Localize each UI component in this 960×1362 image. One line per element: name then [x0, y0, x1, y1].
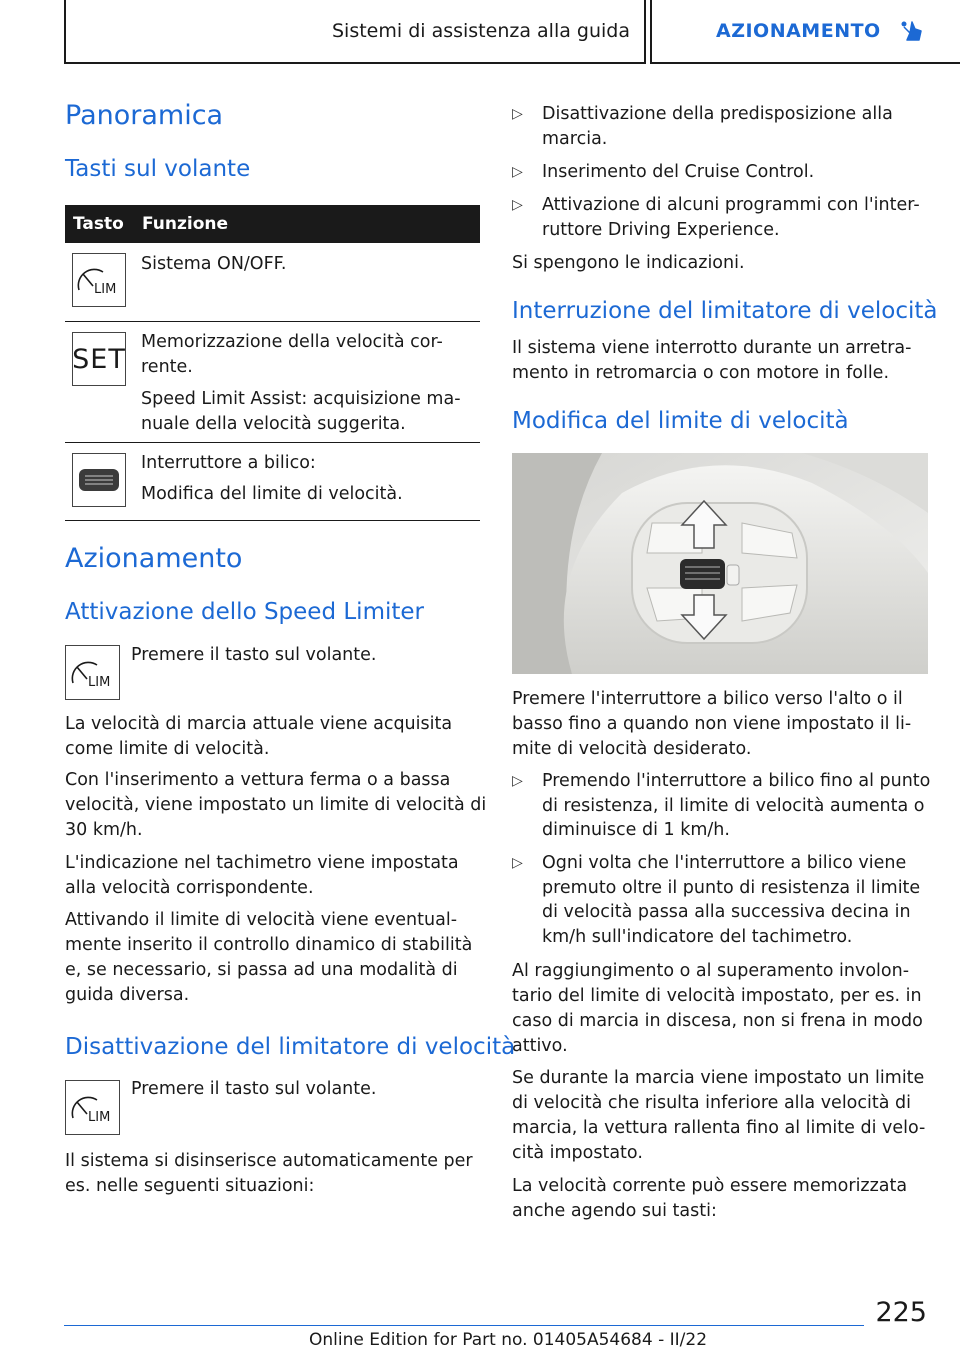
bullet-text: Premendo l'interruttore a bilico fino al punto di resistenza, il limite di velocità aumenta o diminuisce di 1 km/h.: [542, 771, 931, 840]
para-2-line3: 30 km/h.: [65, 820, 143, 840]
lim-button-icon: [65, 1080, 120, 1135]
para-change-line3: mite di velocità desiderato.: [512, 739, 752, 759]
heading-interruption: Interruzione del limitatore di velocità: [512, 298, 938, 324]
footer-edition: Online Edition for Part no. 01405A54684 - II/22: [309, 1330, 708, 1350]
para-lower-line1: Se durante la marcia viene impostato un limite: [512, 1068, 925, 1088]
set-button-icon: [72, 332, 126, 386]
heading-overview: Panoramica: [65, 100, 224, 131]
heading-change: Modifica del limite di velocità: [512, 408, 849, 434]
para-store-line1: La velocità corrente può essere memorizzata: [512, 1176, 908, 1196]
header-chapter: [650, 0, 960, 64]
row2-line2: rente.: [141, 357, 193, 377]
para-4-line3: e, se necessario, si passa ad una modalità di: [65, 960, 458, 980]
page-number: 225: [875, 1297, 927, 1328]
para-reach-line3: caso di marcia in discesa, non si frena in modo: [512, 1011, 923, 1031]
col-function: Funzione: [142, 214, 229, 234]
footer-rule: [64, 1325, 864, 1326]
col-key: Tasto: [73, 214, 124, 234]
para-lower-line3: marcia, la vettura rallenta fino al limite di velo-: [512, 1118, 926, 1138]
para-5-line2: es. nelle seguenti situazioni:: [65, 1176, 315, 1196]
table-divider: [65, 321, 480, 322]
row3-line2: Modifica del limite di velocità.: [141, 484, 403, 504]
row2-line4: nuale della velocità suggerita.: [141, 414, 406, 434]
para-change-line2: basso fino a quando non viene impostato il li-: [512, 714, 912, 734]
bullet-triangle-icon: ▷: [512, 773, 523, 789]
para-change-line1: Premere l'interruttore a bilico verso l'alto o il: [512, 689, 903, 709]
header-section-title: [64, 0, 646, 64]
rocker-switch-icon: [72, 453, 126, 507]
para-4-line2: mente inserito il controllo dinamico di stabilità: [65, 935, 473, 955]
para-reach-line1: Al raggiungimento o al superamento involon-: [512, 961, 910, 981]
chapter-title: AZIONAMENTO: [716, 20, 881, 42]
lim-button-icon: [72, 253, 126, 307]
para-2-line2: velocità, viene impostato un limite di velocità di: [65, 795, 487, 815]
row1-line1: Sistema ON/OFF.: [141, 254, 287, 274]
heading-operation: Azionamento: [65, 543, 243, 574]
para-2-line1: Con l'inserimento a vettura ferma o a bassa: [65, 770, 451, 790]
steering-hand-icon: [899, 18, 925, 44]
para-1-line1: La velocità di marcia attuale viene acquisita: [65, 714, 453, 734]
para-store-line2: anche agendo sui tasti:: [512, 1201, 717, 1221]
bullet-text: Attivazione di alcuni programmi con l'inter- ruttore Driving Experience.: [542, 195, 920, 240]
lim-label: LIM: [87, 1109, 110, 1125]
table-bottom-rule: [65, 520, 480, 521]
heading-activation: Attivazione dello Speed Limiter: [65, 599, 424, 625]
row3-line1: Interruttore a bilico:: [141, 453, 316, 473]
bullet-text: Ogni volta che l'interruttore a bilico viene premuto oltre il punto di resistenza il limite di velocità passa alla successiva decina in km/h sull'indicatore del tachimetro.: [542, 853, 921, 947]
row2-line3: Speed Limit Assist: acquisizione ma-: [141, 389, 461, 409]
heading-deactivation: Disattivazione del limitatore di velocità: [65, 1034, 516, 1060]
para-reach-line2: tario del limite di velocità impostato, per es. in: [512, 986, 922, 1006]
table-header: [65, 205, 480, 243]
row2-line1: Memorizzazione della velocità cor-: [141, 332, 443, 352]
para-5-line1: Il sistema si disinserisce automaticamente per: [65, 1151, 473, 1171]
bullet-text: Inserimento del Cruise Control.: [542, 162, 815, 182]
bullet-triangle-icon: ▷: [512, 106, 523, 122]
heading-buttons: Tasti sul volante: [65, 156, 251, 182]
steering-wheel-illustration: [512, 453, 928, 674]
para-4-line4: guida diversa.: [65, 985, 190, 1005]
para-3-line1: L'indicazione nel tachimetro viene impostata: [65, 853, 459, 873]
set-label: SET: [72, 343, 126, 375]
bullet-triangle-icon: ▷: [512, 197, 523, 213]
lim-button-icon: [65, 645, 120, 700]
table-divider: [65, 442, 480, 443]
para-reach-line4: attivo.: [512, 1036, 568, 1056]
para-off: Si spengono le indicazioni.: [512, 253, 745, 273]
bullet-triangle-icon: ▷: [512, 855, 523, 871]
para-4-line1: Attivando il limite di velocità viene eventual-: [65, 910, 458, 930]
activation-step: Premere il tasto sul volante.: [131, 645, 377, 665]
deactivation-step: Premere il tasto sul volante.: [131, 1079, 377, 1099]
lim-label: LIM: [87, 674, 110, 690]
para-interruption-line2: mento in retromarcia o con motore in folle.: [512, 363, 890, 383]
bullet-triangle-icon: ▷: [512, 164, 523, 180]
lim-label: LIM: [94, 282, 117, 297]
para-1-line2: come limite di velocità.: [65, 739, 270, 759]
para-lower-line4: cità impostato.: [512, 1143, 643, 1163]
para-3-line2: alla velocità corrispondente.: [65, 878, 314, 898]
bullet-text: Disattivazione della predisposizione alla marcia.: [542, 104, 893, 149]
para-interruption-line1: Il sistema viene interrotto durante un arretra-: [512, 338, 912, 358]
section-title: Sistemi di assistenza alla guida: [331, 20, 630, 42]
para-lower-line2: di velocità che risulta inferiore alla velocità di: [512, 1093, 911, 1113]
